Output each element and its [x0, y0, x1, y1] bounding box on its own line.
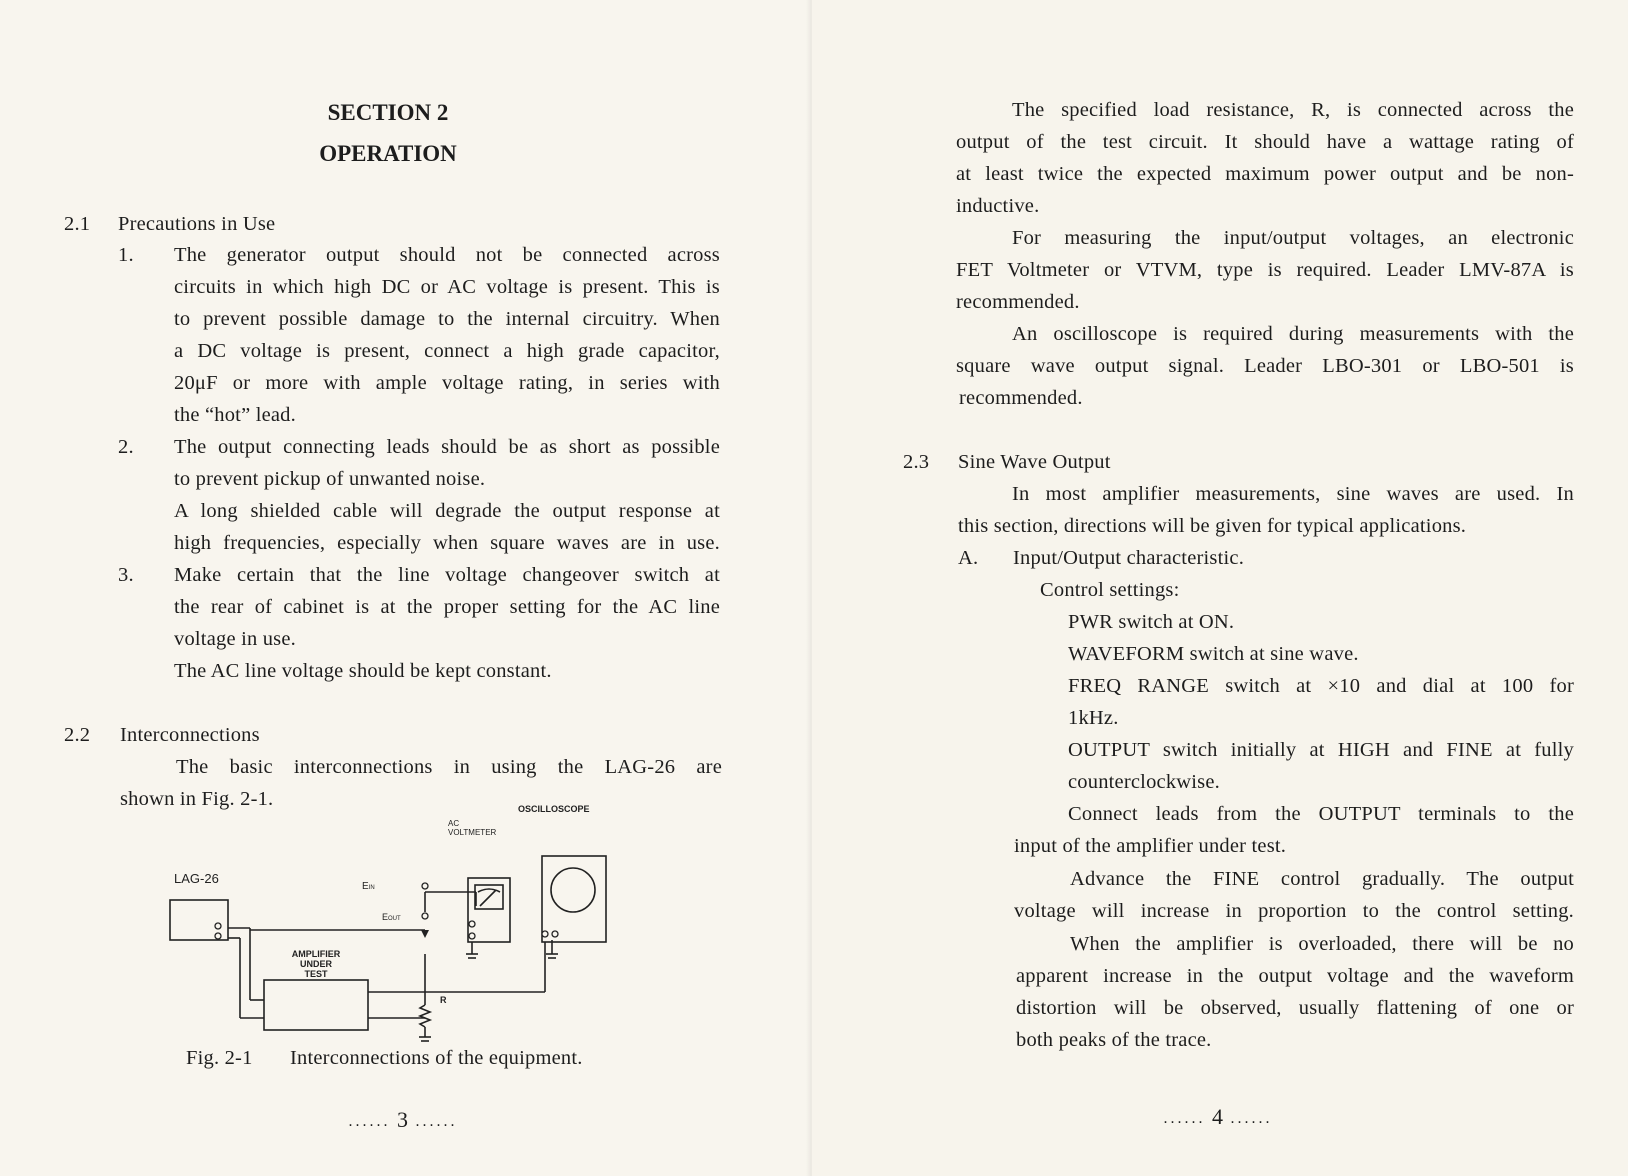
procedure-line: Connect leads from the OUTPUT terminals to the [1068, 803, 1574, 825]
item-2-line: A long shielded cable will degrade the output response at [174, 500, 720, 522]
page-dots: ...... [1230, 1109, 1273, 1127]
procedure-line: When the amplifier is overloaded, there will be no [1070, 933, 1574, 955]
amplifier-label-3: TEST [304, 969, 328, 979]
section-2-3-number: 2.3 [903, 451, 930, 473]
figure-caption-number: Fig. 2-1 [186, 1047, 253, 1069]
procedure-line: input of the amplifier under test. [1014, 835, 1287, 857]
section-2-2-title: Interconnections [120, 724, 260, 746]
ac-label: AC [448, 819, 460, 828]
ein-label: EIN [362, 881, 375, 892]
voltmeter-label: VOLTMETER [448, 828, 497, 837]
intro-line: inductive. [956, 195, 1040, 217]
figure-caption-text: Interconnections of the equipment. [290, 1047, 583, 1069]
page-number-right [812, 1104, 1624, 1130]
item-1-line: the “hot” lead. [174, 404, 296, 426]
item-3-number: 3. [118, 564, 134, 586]
oscilloscope-label: OSCILLOSCOPE [518, 804, 590, 814]
procedure-line: both peaks of the trace. [1016, 1029, 1212, 1051]
intro-line: at least twice the expected maximum power output and be non- [956, 163, 1574, 185]
intro-line: The specified load resistance, R, is connected across the [1012, 99, 1574, 121]
item-1-line: The generator output should not be connected across [174, 244, 720, 266]
page-dots: ...... [1163, 1109, 1206, 1127]
item-1-line: to prevent possible damage to the internal circuitry. When [174, 308, 720, 330]
item-3-line: the rear of cabinet is at the proper setting for the AC line [174, 596, 720, 618]
setting-line: OUTPUT switch initially at HIGH and FINE at fully [1068, 739, 1574, 761]
oscilloscope-box [542, 856, 606, 942]
intro-line: output of the test circuit. It should have a wattage rating of [956, 131, 1574, 153]
page-dots: ...... [415, 1112, 458, 1130]
generator-label: LAG-26 [174, 871, 219, 886]
resistor-label: R [440, 995, 447, 1005]
item-2-line: The output connecting leads should be as short as possible [174, 436, 720, 458]
intro-line: recommended. [959, 387, 1083, 409]
item-1-line: a DC voltage is present, connect a high grade capacitor, [174, 340, 720, 362]
section-2-1-number: 2.1 [64, 213, 91, 235]
item-3-line: The AC line voltage should be kept constant. [174, 660, 552, 682]
page-number: 4 [1212, 1104, 1224, 1129]
intro-line: recommended. [956, 291, 1080, 313]
control-settings-label: Control settings: [1040, 579, 1180, 601]
intro-line: FET Voltmeter or VTVM, type is required. Leader LMV-87A is [956, 259, 1574, 281]
section-title: SECTION 2 [327, 100, 449, 125]
section-subtitle: OPERATION [319, 141, 457, 166]
section-2-1-title: Precautions in Use [118, 213, 276, 235]
setting-line: PWR switch at ON. [1068, 611, 1235, 633]
page-number-left [0, 1107, 806, 1133]
item-1-line: circuits in which high DC or AC voltage is present. This is [174, 276, 720, 298]
setting-line: WAVEFORM switch at sine wave. [1068, 643, 1359, 665]
procedure-line: Advance the FINE control gradually. The output [1070, 868, 1574, 890]
section-2-3-line: this section, directions will be given for typical applications. [958, 515, 1467, 537]
amplifier-label-2: UNDER [299, 959, 333, 969]
section-2-2-line: The basic interconnections in using the LAG-26 are [176, 756, 722, 778]
intro-line: An oscilloscope is required during measurements with the [1012, 323, 1574, 345]
amplifier-box [264, 980, 368, 1030]
item-2-line: high frequencies, especially when square waves are in use. [174, 532, 720, 554]
interconnection-diagram [160, 804, 640, 1042]
setting-line: 1kHz. [1068, 707, 1119, 729]
page-number: 3 [397, 1107, 409, 1132]
section-2-2-line: shown in Fig. 2-1. [120, 788, 274, 810]
oscilloscope-screen [551, 868, 595, 912]
section-2-3-line: In most amplifier measurements, sine waves are used. In [1012, 483, 1574, 505]
item-2-number: 2. [118, 436, 134, 458]
item-3-line: Make certain that the line voltage changeover switch at [174, 564, 720, 586]
setting-line: counterclockwise. [1068, 771, 1220, 793]
subsection-a-number: A. [958, 547, 979, 569]
setting-line: FREQ RANGE switch at ×10 and dial at 100 for [1068, 675, 1574, 697]
item-1-number: 1. [118, 244, 134, 266]
item-3-line: voltage in use. [174, 628, 296, 650]
item-1-line: 20μF or more with ample voltage rating, in series with [174, 372, 720, 394]
item-2-line: to prevent pickup of unwanted noise. [174, 468, 486, 490]
section-2-3-title: Sine Wave Output [958, 451, 1111, 473]
left-page [0, 0, 812, 1176]
intro-line: For measuring the input/output voltages, an electronic [1012, 227, 1574, 249]
intro-line: square wave output signal. Leader LBO-301 or LBO-501 is [956, 355, 1574, 377]
section-2-2-number: 2.2 [64, 724, 91, 746]
procedure-line: apparent increase in the output voltage and the waveform [1016, 965, 1574, 987]
right-page [812, 0, 1628, 1176]
procedure-line: voltage will increase in proportion to the control setting. [1014, 900, 1574, 922]
amplifier-label-1: AMPLIFIER [291, 949, 341, 959]
page-dots: ...... [348, 1112, 391, 1130]
subsection-a-title: Input/Output characteristic. [1013, 547, 1245, 569]
eout-label: EOUT [382, 912, 401, 922]
procedure-line: distortion will be observed, usually flattening of one or [1016, 997, 1574, 1019]
